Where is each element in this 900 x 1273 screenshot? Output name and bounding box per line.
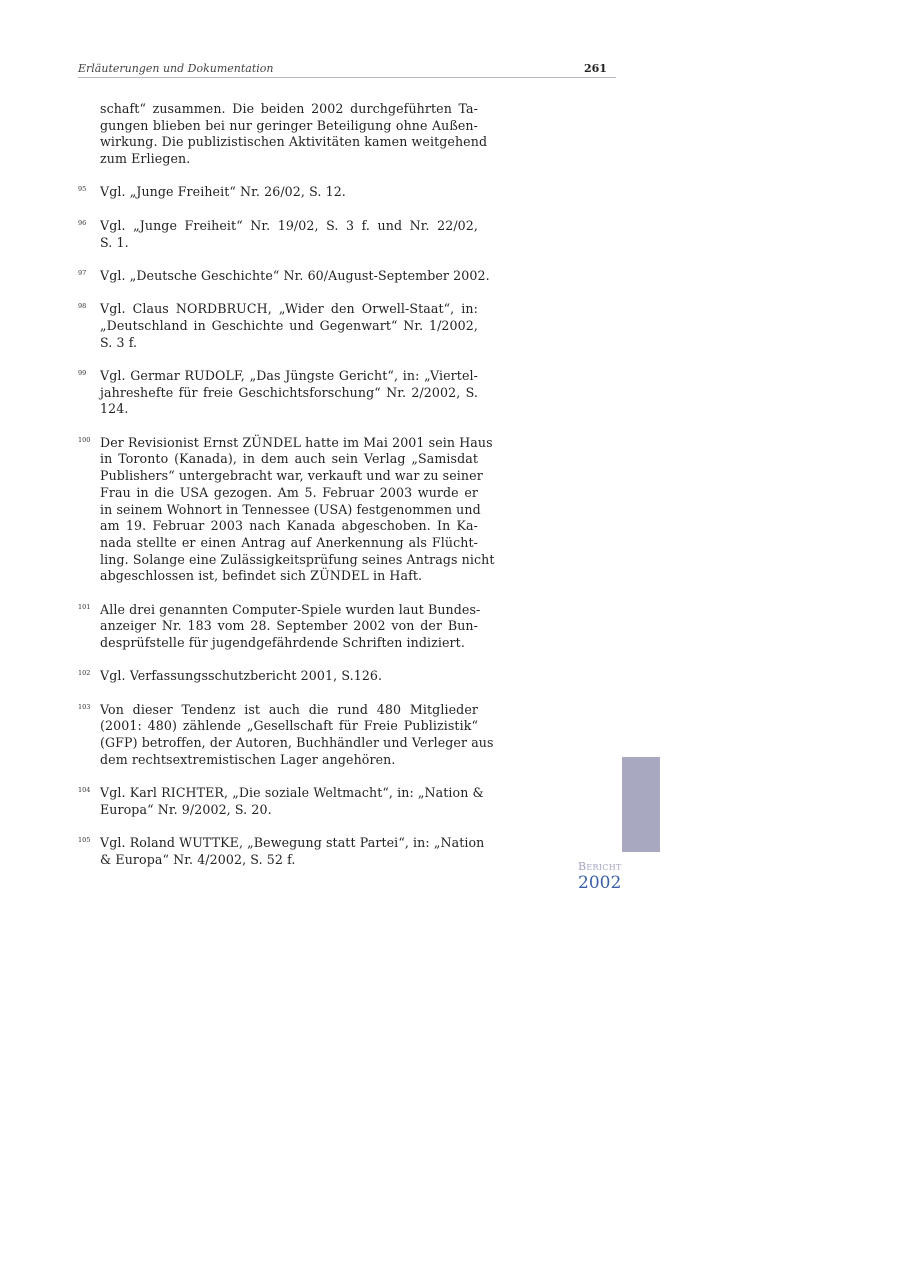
- footnote-column: [78, 101, 495, 885]
- text-line: Alle drei genannten Computer-Spiele wurden laut Bundes-: [100, 601, 481, 617]
- text-line: Publishers“ untergebracht war, verkauft und war zu seiner: [100, 468, 483, 484]
- footnote-lines: [100, 701, 494, 769]
- footnote-number: 98: [78, 302, 87, 311]
- text-line: jahreshefte für freie Geschichtsforschung“ Nr. 2/2002, S.: [100, 384, 478, 400]
- text-line: Vgl. Roland WUTTKE, „Bewegung statt Partei“, in: „Nation: [100, 835, 485, 851]
- text-line: wirkung. Die publizistischen Aktivitäten kamen weitgehend: [100, 134, 488, 150]
- footnote: [78, 218, 478, 251]
- text-line: 124.: [100, 401, 129, 417]
- footnote: [78, 434, 495, 585]
- footnote-lines: [100, 434, 495, 585]
- footnote: [78, 668, 478, 685]
- text-line: „Deutschland in Geschichte und Gegenwart“ Nr. 1/2002,: [100, 317, 478, 333]
- footnote: [78, 601, 481, 652]
- header-title: Erläuterungen und Dokumentation: [78, 62, 274, 75]
- text-line: Vgl. „Junge Freiheit“ Nr. 26/02, S. 12.: [100, 184, 346, 200]
- text-line: Frau in die USA gezogen. Am 5. Februar 2003 wurde er: [100, 484, 478, 500]
- footnote-number: 96: [78, 218, 87, 227]
- text-line: S. 1.: [100, 234, 129, 250]
- footnote: [78, 785, 484, 818]
- footnote-lines: [100, 218, 478, 251]
- footnote-lines: [100, 668, 478, 685]
- footnote: [78, 301, 478, 351]
- logo-year: 2002: [578, 873, 622, 893]
- text-line: in seinem Wohnort in Tennessee (USA) festgenommen und: [100, 501, 481, 517]
- text-line: Europa“ Nr. 9/2002, S. 20.: [100, 801, 272, 817]
- footnote-lines: [100, 301, 478, 351]
- footnote-list: [78, 184, 495, 868]
- text-line: dem rechtsextremistischen Lager angehören.: [100, 751, 396, 767]
- text-line: desprüfstelle für jugendgefährdende Schriften indiziert.: [100, 635, 465, 650]
- footnote-number: 105: [78, 836, 91, 845]
- footnote: [78, 701, 494, 769]
- footnote: [78, 267, 490, 285]
- text-line: ling. Solange eine Zulässigkeitsprüfung seines Antrags nicht: [100, 551, 495, 567]
- intro-lines: [100, 101, 488, 168]
- continued-paragraph: [78, 101, 488, 168]
- text-line: in Toronto (Kanada), in dem auch sein Verlag „Samisdat: [100, 451, 478, 467]
- text-line: anzeiger Nr. 183 vom 28. September 2002 von der Bun-: [100, 618, 478, 634]
- text-line: abgeschlossen ist, befindet sich ZÜNDEL in Haft.: [100, 568, 423, 584]
- text-line: (2001: 480) zählende „Gesellschaft für Freie Publizistik“: [100, 718, 478, 734]
- text-line: zum Erliegen.: [100, 151, 191, 167]
- footnote-lines: [100, 184, 478, 201]
- page-number: 261: [584, 62, 607, 75]
- footnote-number: 95: [78, 185, 87, 194]
- text-line: Vgl. „Junge Freiheit“ Nr. 19/02, S. 3 f. und Nr. 22/02,: [100, 217, 478, 233]
- footnote-number: 102: [78, 669, 91, 678]
- footnote: [78, 835, 485, 868]
- text-line: Vgl. Germar RUDOLF, „Das Jüngste Gericht“, in: „Viertel-: [100, 368, 478, 383]
- footnote-lines: [100, 267, 490, 285]
- running-header: [78, 62, 616, 78]
- footnote-number: 104: [78, 786, 91, 795]
- decorative-bar: [622, 757, 660, 852]
- logo-word: Bericht: [578, 860, 622, 873]
- footnote-number: 99: [78, 369, 87, 377]
- text-line: Vgl. „Deutsche Geschichte“ Nr. 60/August-September 2002.: [100, 267, 490, 283]
- text-line: & Europa“ Nr. 4/2002, S. 52 f.: [100, 851, 296, 867]
- footnote-number: 103: [78, 702, 91, 711]
- footnote-lines: [100, 601, 481, 652]
- text-line: gungen blieben bei nur geringer Beteiligung ohne Außen-: [100, 117, 478, 133]
- footnote-number: 100: [78, 435, 91, 444]
- footnote-lines: [100, 835, 485, 868]
- footnote-number: 101: [78, 602, 91, 611]
- text-line: am 19. Februar 2003 nach Kanada abgeschoben. In Ka-: [100, 518, 478, 534]
- text-line: S. 3 f.: [100, 334, 138, 350]
- text-line: (GFP) betroffen, der Autoren, Buchhändler und Verleger aus: [100, 735, 494, 751]
- text-line: schaft“ zusammen. Die beiden 2002 durchgeführten Ta-: [100, 101, 478, 116]
- text-line: Der Revisionist Ernst ZÜNDEL hatte im Mai 2001 sein Haus: [100, 434, 493, 450]
- footnote-number: 97: [78, 268, 87, 277]
- footnote-lines: [100, 368, 478, 418]
- footnote: [78, 184, 478, 201]
- text-line: nada stellte er einen Antrag auf Anerkennung als Flücht-: [100, 534, 478, 550]
- footnote: [78, 368, 478, 418]
- text-line: Vgl. Verfassungsschutzbericht 2001, S.126.: [100, 668, 383, 684]
- text-line: Vgl. Karl RICHTER, „Die soziale Weltmacht“, in: „Nation &: [100, 785, 484, 801]
- text-line: Vgl. Claus NORDBRUCH, „Wider den Orwell-Staat“, in:: [100, 301, 478, 317]
- footnote-lines: [100, 785, 484, 818]
- text-line: Von dieser Tendenz ist auch die rund 480 Mitglieder: [100, 701, 478, 717]
